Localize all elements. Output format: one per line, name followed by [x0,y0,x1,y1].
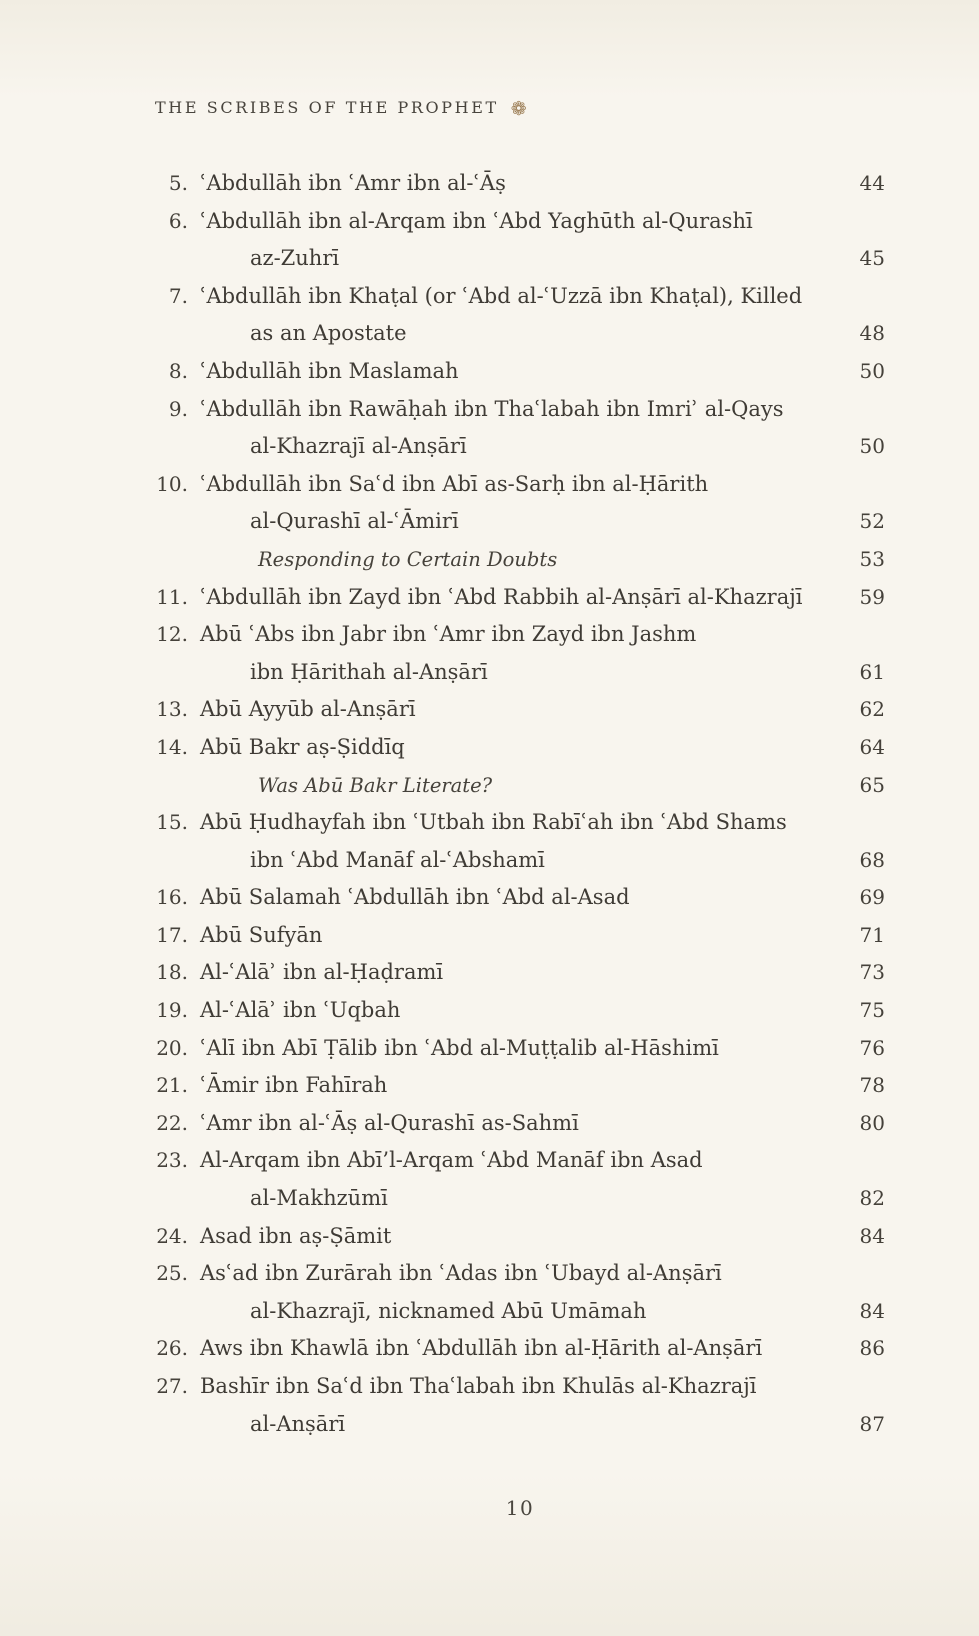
entry-number: 22. [156,1110,188,1135]
entry-number: 7. [168,283,188,308]
entry-number: 14. [156,734,188,759]
entry-title: Abū Salamah ʿAbdullāh ibn ʿAbd al-Asad [200,885,630,910]
toc-row [155,954,885,992]
entry-page-number: 80 [859,1110,885,1135]
entry-number: 26. [156,1336,188,1361]
entry-number: 27. [156,1374,188,1398]
entry-title: Abū Ayyūb al-Anṣārī [200,697,416,722]
entry-title: az-Zuhrī [250,246,340,271]
entry-page-number: 86 [859,1336,885,1361]
toc-row [155,466,885,504]
entry-title: ibn Ḥārithah al-Anṣārī [250,659,488,684]
entry-number: 20. [156,1035,188,1060]
entry-title: Al-ʿAlāʾ ibn al-Ḥaḍramī [200,960,444,985]
toc-row [155,917,885,955]
toc-row [155,503,885,541]
toc-row [155,729,885,767]
entry-title: al-Khazrajī, nicknamed Abū Umāmah [250,1298,647,1323]
entry-page-number: 65 [859,772,885,797]
entry-title: Abū ʿAbs ibn Jabr ibn ʿAmr ibn Zayd ibn Jashm [200,622,697,647]
entry-title: ʿAbdullāh ibn Rawāḥah ibn Thaʿlabah ibn Imriʾ al-Qays [200,396,784,421]
toc-row [155,804,885,842]
entry-page-number: 76 [859,1035,885,1060]
entry-page-number: 50 [859,434,885,459]
entry-title: Al-Arqam ibn Abī’l-Arqam ʿAbd Manāf ibn Asad [200,1148,703,1173]
entry-number: 17. [156,922,188,947]
entry-page-number: 84 [859,1298,885,1323]
entry-title: al-Qurashī al-ʿĀmirī [250,509,459,534]
toc-row [155,1142,885,1180]
toc-row [155,654,885,692]
entry-title: Asʿad ibn Zurārah ibn ʿAdas ibn ʿUbayd al-Anṣārī [200,1261,722,1286]
toc-row [155,1255,885,1293]
entry-title: Abū Ḥudhayfah ibn ʿUtbah ibn Rabīʿah ibn ʿAbd Shams [200,810,787,835]
toc-row [155,1030,885,1068]
toc-row [155,1368,885,1406]
entry-number: 24. [156,1223,188,1248]
pbuh-rosette-ornament-icon: ❁ [510,98,527,120]
entry-title: Abū Sufyān [200,922,323,947]
entry-title: al-Khazrajī al-Anṣārī [250,434,467,459]
entry-title: ʿAlī ibn Abī Ṭālib ibn ʿAbd al-Muṭṭalib al-Hāshimī [200,1035,719,1060]
entry-page-number: 71 [859,922,885,947]
entry-number: 11. [156,584,188,609]
entry-title: al-Makhzūmī [250,1186,388,1211]
entry-page-number: 84 [859,1223,885,1248]
entry-page-number: 50 [859,358,885,383]
toc-row [155,691,885,729]
entry-page-number: 44 [859,171,885,195]
entry-number: 6. [168,208,188,233]
folio-page-number: 10 [505,1496,535,1520]
entry-page-number: 69 [859,885,885,910]
entry-title: ʿAmr ibn al-ʿĀṣ al-Qurashī as-Sahmī [200,1110,579,1135]
toc-row [155,1406,885,1444]
toc-row [155,992,885,1030]
toc-row [155,842,885,880]
toc-row [155,616,885,654]
entry-title: Abū Bakr aṣ-Ṣiddīq [200,734,405,759]
toc-row [155,579,885,617]
entry-page-number: 61 [859,659,885,684]
entry-number: 23. [156,1148,188,1173]
entry-page-number: 59 [859,584,885,609]
entry-number: 8. [168,358,188,383]
entry-title: Asad ibn aṣ-Ṣāmit [200,1223,392,1248]
toc-row [155,1067,885,1105]
entry-page-number: 73 [859,960,885,985]
toc-row [155,391,885,429]
entry-title: ibn ʿAbd Manāf al-ʿAbshamī [250,847,545,872]
running-head-title: THE SCRIBES OF THE PROPHET [155,98,499,117]
entry-title: ʿAbdullāh ibn ʿAmr ibn al-ʿĀṣ [200,171,506,195]
entry-title: Al-ʿAlāʾ ibn ʿUqbah [200,998,401,1023]
toc-row [155,278,885,316]
entry-page-number: 48 [859,321,885,346]
entry-number: 5. [168,171,188,195]
toc-row [155,767,885,805]
entry-number: 13. [156,697,188,722]
entry-page-number: 62 [859,697,885,722]
entry-title: ʿAbdullāh ibn Saʿd ibn Abī as-Sarḥ ibn al-Ḥārith [200,471,709,496]
running-head [155,96,527,118]
entry-title: Bashīr ibn Saʿd ibn Thaʿlabah ibn Khulās al-Khazrajī [200,1374,757,1398]
entry-title: ʿAbdullāh ibn Zayd ibn ʿAbd Rabbih al-Anṣārī al-Khazrajī [200,584,803,609]
toc-row [155,315,885,353]
toc-row [155,240,885,278]
entry-page-number: 68 [859,847,885,872]
entry-title: ʿAbdullāh ibn Maslamah [200,358,459,383]
toc-row [155,353,885,391]
entry-number: 25. [156,1261,188,1286]
toc-row [155,1293,885,1331]
entry-number: 19. [156,998,188,1023]
entry-number: 18. [156,960,188,985]
entry-number: 12. [156,622,188,647]
toc-row [155,1180,885,1218]
entry-title: as an Apostate [250,321,407,346]
entry-title: ʿĀmir ibn Fahīrah [200,1073,388,1098]
entry-title: al-Anṣārī [250,1411,346,1436]
entry-page-number: 64 [859,734,885,759]
toc-row [155,541,885,579]
entry-number: 9. [168,396,188,421]
entry-number: 10. [156,471,188,496]
entry-page-number: 82 [859,1186,885,1211]
entry-number: 21. [156,1073,188,1098]
toc-row [155,165,885,203]
entry-page-number: 87 [859,1411,885,1436]
entry-title: Responding to Certain Doubts [258,547,558,571]
entry-number: 16. [156,885,188,910]
toc-row [155,1105,885,1143]
entry-title: Was Abū Bakr Literate? [258,773,493,797]
entry-number: 15. [156,810,188,835]
entry-title: ʿAbdullāh ibn Khaṭal (or ʿAbd al-ʿUzzā ibn Khaṭal), Killed [200,283,803,308]
toc-row [155,1218,885,1256]
entry-page-number: 45 [859,246,885,271]
entry-page-number: 75 [859,998,885,1023]
toc-row [155,1330,885,1368]
toc-row [155,428,885,466]
toc-row [155,203,885,241]
toc-list [155,165,885,1443]
entry-title: ʿAbdullāh ibn al-Arqam ibn ʿAbd Yaghūth al-Qurashī [200,208,753,233]
entry-page-number: 53 [859,546,885,571]
toc-row [155,879,885,917]
entry-title: Aws ibn Khawlā ibn ʿAbdullāh ibn al-Ḥārith al-Anṣārī [200,1336,763,1361]
entry-page-number: 52 [859,509,885,534]
entry-page-number: 78 [859,1073,885,1098]
